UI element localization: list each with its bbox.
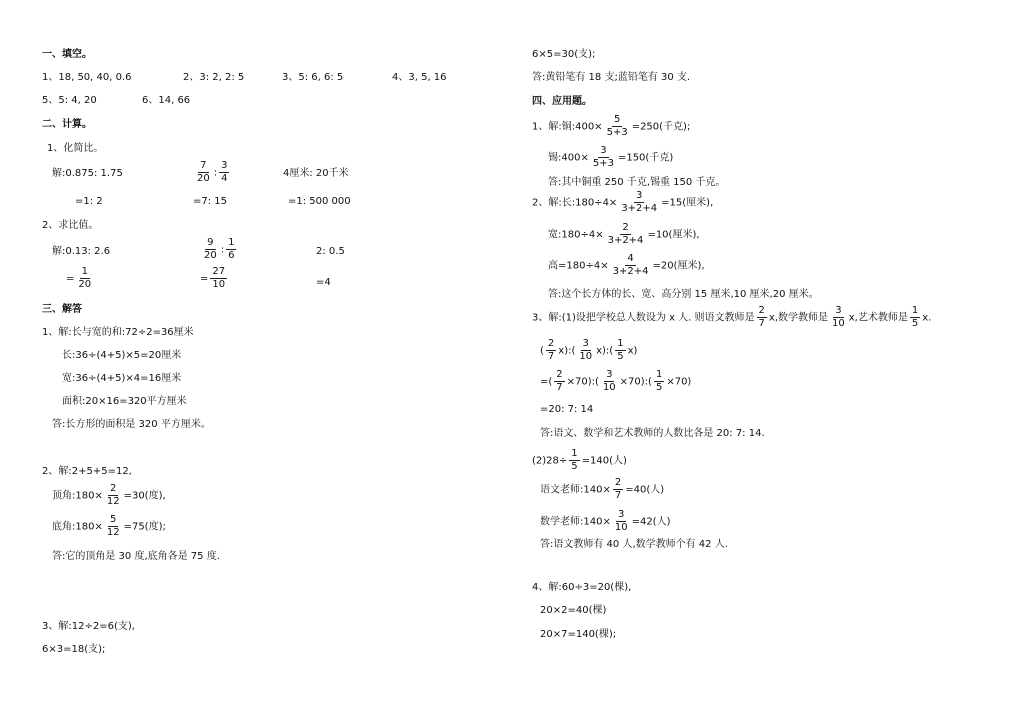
simplify-c3-result: =1: 500 000 (288, 196, 351, 207)
answer-6: 6、14, 66 (142, 95, 191, 106)
q3-answer-2: 答:语文教师有 40 人,数学教师个有 42 人. (540, 539, 728, 550)
q4-line-2: 20×2=40(棵) (540, 605, 607, 616)
q3-line-6: (2)28÷ $\frac{1}{5}$ =140(人) (532, 448, 627, 472)
q3-line-7: 语文老师:140× $\frac{2}{7}$ =40(人) (540, 477, 665, 501)
p2-answer: 答:它的顶角是 30 度,底角各是 75 度. (52, 551, 220, 562)
q3-line-3: =( $\frac{2}{7}$ ×70):( $\frac{3}{10}$ ×70):( $\frac{1}{5}$ ×70) (540, 369, 692, 393)
p1-line-1: 1、解:长与宽的和:72÷2=36厘米 (42, 327, 194, 338)
fraction: $\frac{3}{10}$ (579, 338, 593, 362)
p2-line-1: 2、解:2+5+5=12, (42, 466, 132, 477)
fraction: $\frac{2}{7}$ (614, 477, 622, 501)
fraction: $\frac{3}{10}$ (602, 369, 616, 393)
q1-answer: 答:其中铜重 250 千克,锡重 150 千克。 (548, 177, 726, 188)
q3-answer-1: 答:语文、数学和艺术教师的人数比各是 20: 7: 14. (540, 428, 765, 439)
fraction: $\frac{1}{5}$ (655, 369, 663, 393)
q2-line-1: 2、解:长:180÷4× $\frac{3}{3+2+4}$ =15(厘米), (532, 190, 714, 214)
q4-line-1: 4、解:60÷3=20(棵), (532, 582, 632, 593)
simplify-c1: 解:0.875: 1.75 (52, 168, 123, 179)
ratio-c2: $\frac{9}{20}$ : $\frac{1}{6}$ (204, 237, 235, 261)
fraction: $\frac{2}{7}$ (758, 305, 765, 329)
q3-line-2: ( $\frac{2}{7}$ x):( $\frac{3}{10}$ x):( $\frac{1}{5}$ x) (540, 338, 638, 362)
fraction: $\frac{3}{4}$ (221, 160, 228, 184)
ratio-c1-result: = $\frac{1}{20}$ (66, 266, 92, 290)
fraction: $\frac{27}{10}$ (212, 266, 226, 290)
fraction: $\frac{3}{10}$ (614, 509, 628, 533)
fraction: $\frac{2}{3+2+4}$ (607, 222, 644, 246)
simplify-c2-result: =7: 15 (193, 196, 228, 207)
fraction: $\frac{4}{3+2+4}$ (612, 253, 649, 277)
answer-1: 1、18, 50, 40, 0.6 (42, 72, 132, 83)
fraction: $\frac{3}{10}$ (832, 305, 845, 329)
p3-line-2: 6×3=18(支); (42, 644, 106, 655)
ratio-c2-result: = $\frac{27}{10}$ (200, 266, 226, 290)
fraction: $\frac{1}{6}$ (228, 237, 235, 261)
fraction: $\frac{1}{20}$ (78, 266, 92, 290)
answer-4: 4、3, 5, 16 (392, 72, 447, 83)
fraction: $\frac{3}{5+3}$ (592, 145, 614, 169)
ratio-c1: 解:0.13: 2.6 (52, 246, 111, 257)
ratio-c3: 2: 0.5 (316, 246, 345, 257)
fraction: $\frac{2}{7}$ (556, 369, 563, 393)
fraction: $\frac{2}{12}$ (106, 483, 120, 507)
p3-line-1: 3、解:12÷2=6(支), (42, 621, 135, 632)
p2-line-3: 底角:180× $\frac{5}{12}$ =75(度); (52, 514, 166, 538)
q2-answer: 答:这个长方体的长、宽、高分别 15 厘米,10 厘米,20 厘米。 (548, 289, 819, 300)
p2-line-2: 顶角:180× $\frac{2}{12}$ =30(度), (52, 483, 166, 507)
fraction: $\frac{7}{20}$ (197, 160, 210, 184)
fraction: $\frac{1}{5}$ (911, 305, 919, 329)
q3-line-8: 数学老师:140× $\frac{3}{10}$ =42(人) (540, 509, 671, 533)
simplify-c1-result: =1: 2 (75, 196, 103, 207)
p1-line-4: 面积:20×16=320平方厘米 (62, 396, 187, 407)
section-title-calculate: 二、计算。 (42, 119, 92, 130)
section-title-fill-blanks: 一、填空。 (42, 49, 92, 60)
answer-3: 3、5: 6, 6: 5 (282, 72, 344, 83)
fraction: $\frac{9}{20}$ (204, 237, 217, 261)
q2-line-3: 高=180÷4× $\frac{4}{3+2+4}$ =20(厘米), (548, 253, 705, 277)
answer-2: 2、3: 2, 2: 5 (183, 72, 245, 83)
ratio-c3-result: =4 (316, 277, 331, 288)
p1-line-3: 宽:36÷(4+5)×4=16厘米 (62, 373, 182, 384)
question-simplify-ratio: 1、化简比。 (47, 143, 104, 154)
p3-answer: 答:黄铅笔有 18 支;蓝铅笔有 30 支. (532, 72, 691, 83)
p3-line-3: 6×5=30(支); (532, 49, 596, 60)
p1-answer: 答:长方形的面积是 320 平方厘米。 (52, 419, 211, 430)
section-title-application: 四、应用题。 (532, 96, 592, 107)
p1-line-2: 长:36÷(4+5)×5=20厘米 (62, 350, 182, 361)
q3-line-4: =20: 7: 14 (540, 404, 594, 415)
section-title-solve: 三、解答 (42, 304, 82, 315)
q4-line-3: 20×7=140(棵); (540, 629, 617, 640)
fraction: $\frac{3}{3+2+4}$ (621, 190, 658, 214)
fraction: $\frac{2}{7}$ (547, 338, 555, 362)
simplify-c3: 4厘米: 20千米 (283, 168, 349, 179)
fraction: $\frac{5}{12}$ (106, 514, 120, 538)
q1-line-1: 1、解:铜:400× $\frac{5}{5+3}$ =250(千克); (532, 114, 691, 138)
answer-5: 5、5: 4, 20 (42, 95, 97, 106)
q3-line-1: 3、解:(1)设把学校总人数设为 x 人. 则语文教师是 $\frac{2}{7}$ x,数学教师是 $\frac{3}{10}$ x,艺术教师是 $\frac{1}{5}$ x. (532, 305, 932, 329)
fraction: $\frac{1}{5}$ (571, 448, 578, 472)
fraction: $\frac{1}{5}$ (617, 338, 624, 362)
question-ratio-value: 2、求比值。 (42, 220, 99, 231)
q1-line-2: 锡:400× $\frac{3}{5+3}$ =150(千克) (548, 145, 674, 169)
fraction: $\frac{5}{5+3}$ (606, 114, 628, 138)
q2-line-2: 宽:180÷4× $\frac{2}{3+2+4}$ =10(厘米), (548, 222, 700, 246)
simplify-c2: $\frac{7}{20}$ : $\frac{3}{4}$ (197, 160, 228, 184)
